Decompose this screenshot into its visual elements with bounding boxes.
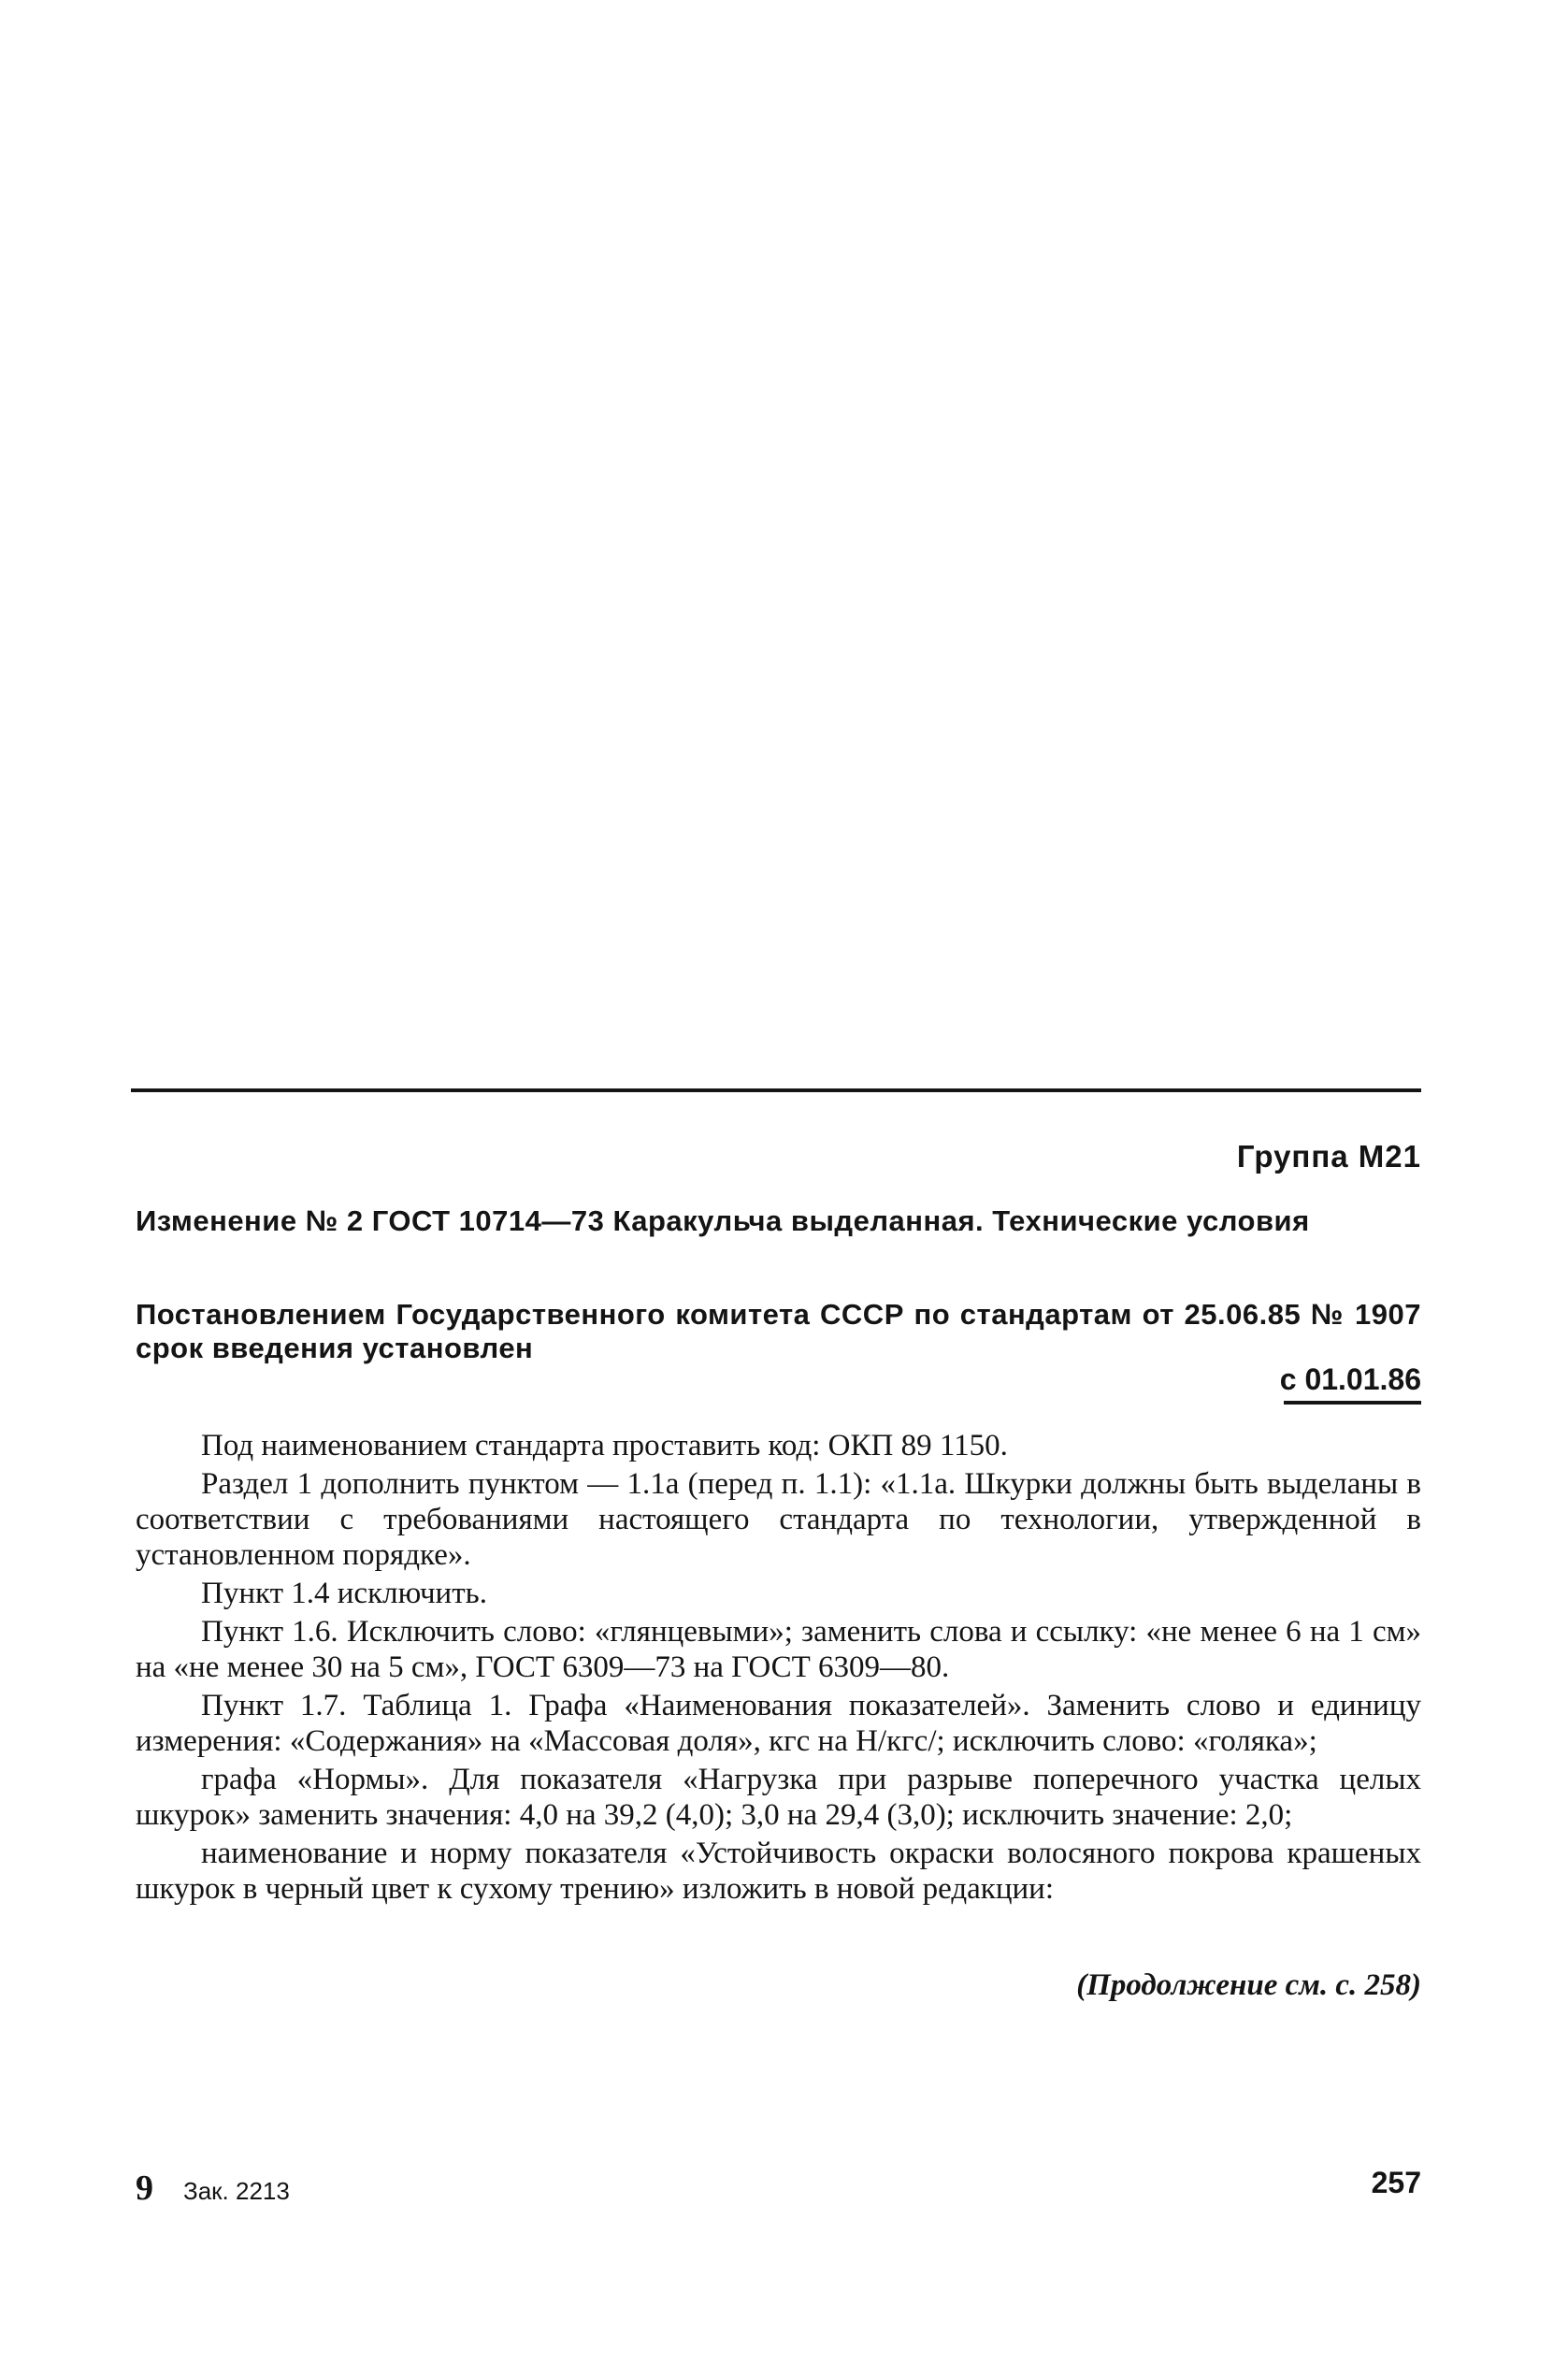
- paragraph: Под наименованием стандарта проставить код: ОКП 89 1150.: [201, 1429, 1008, 1462]
- footer-order-info: [136, 2168, 290, 2209]
- resolution-statement: Постановлением Государственного комитета СССР по стандартам от 25.06.85 № 1907 срок введения установлен: [136, 1298, 1421, 1364]
- continuation-note: (Продолжение см. с. 258): [1076, 1968, 1421, 2002]
- sheet-number: 9: [136, 2168, 153, 2208]
- group-code: Группа М21: [1236, 1139, 1421, 1174]
- top-rule: [131, 1088, 1421, 1092]
- paragraph: наименование и норму показателя «Устойчивость окраски волосяного покрова крашеных шкурок в черный цвет к сухому трению» изложить в новой редакции:: [136, 1837, 1421, 1906]
- paragraph: Пункт 1.4 исключить.: [201, 1577, 487, 1610]
- paragraph: графа «Нормы». Для показателя «Нагрузка при разрыве поперечного участка целых шкурок» заменить значения: 4,0 на 39,2 (4,0); 3,0 на 29,4 (3,0); исключить значение: 2,0;: [136, 1763, 1421, 1832]
- page-number: 257: [1371, 2166, 1421, 2199]
- amendment-body: [136, 1428, 1421, 1909]
- effective-date-underline: [1284, 1401, 1421, 1405]
- amendment-title: Изменение № 2 ГОСТ 10714—73 Каракульча выделанная. Технические условия: [136, 1204, 1310, 1237]
- paragraph: Пункт 1.7. Таблица 1. Графа «Наименования показателей». Заменить слово и единицу измерения: «Содержания» на «Массовая доля», кгс на Н/кгс/; исключить слово: «голяка»;: [136, 1689, 1421, 1758]
- paragraph: Раздел 1 дополнить пунктом — 1.1а (перед п. 1.1): «1.1а. Шкурки должны быть выделаны в соответствии с требованиями настоящего стандарта по технологии, утвержденной в установленном порядке».: [136, 1467, 1421, 1572]
- order-number: Зак. 2213: [183, 2177, 290, 2205]
- paragraph: Пункт 1.6. Исключить слово: «глянцевыми»; заменить слова и ссылку: «не менее 6 на 1 см» на «не менее 30 на 5 см», ГОСТ 6309—73 на ГОСТ 6309—80.: [136, 1615, 1421, 1684]
- effective-date: с 01.01.86: [1279, 1362, 1421, 1396]
